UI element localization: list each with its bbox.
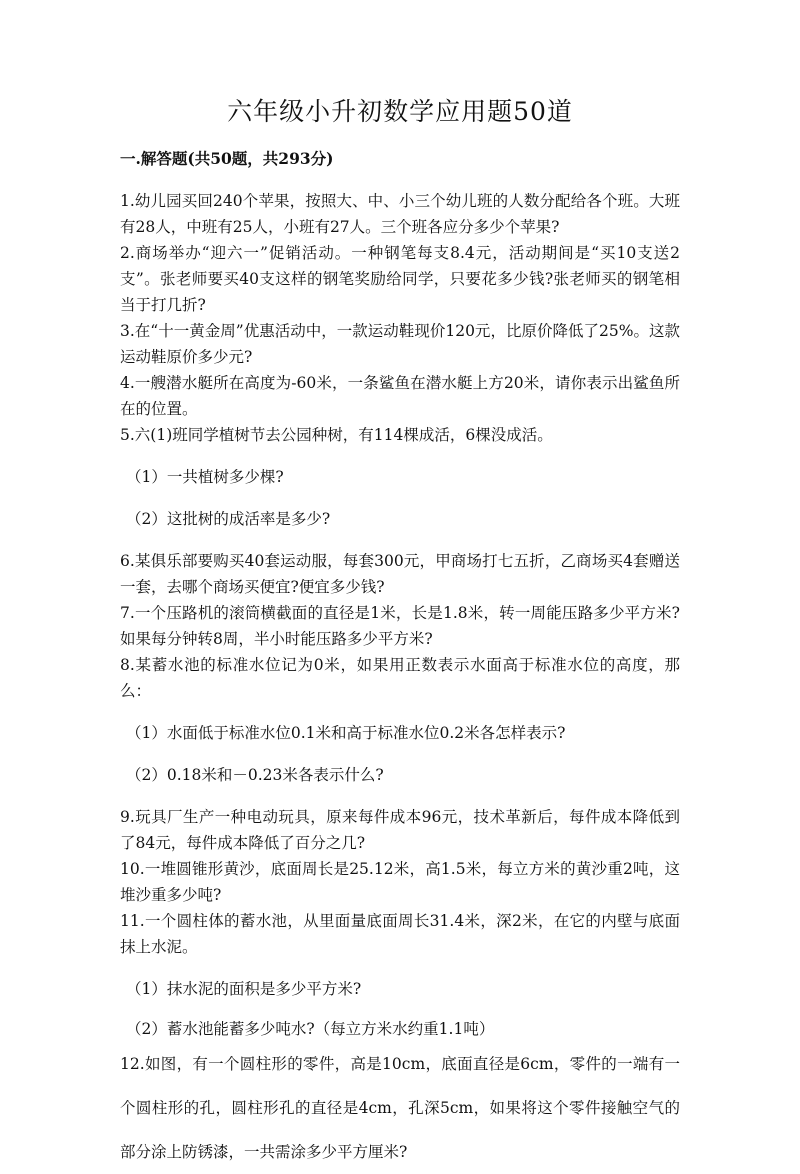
question-4: 4.一艘潜水艇所在高度为-60米，一条鲨鱼在潜水艇上方20米，请你表示出鲨鱼所在的位置。 bbox=[120, 374, 680, 418]
question-8-part-1: （1）水面低于标准水位0.1米和高于标准水位0.2米各怎样表示? bbox=[126, 724, 566, 742]
question-3: 3.在“十一黄金周”优惠活动中，一款运动鞋现价120元，比原价降低了25%。这款运动鞋原价多少元? bbox=[120, 322, 680, 366]
question-5-part-2: （2）这批树的成活率是多少? bbox=[126, 510, 331, 528]
question-10: 10.一堆圆锥形黄沙，底面周长是25.12米，高1.5米，每立方米的黄沙重2吨，这堆沙重多少吨? bbox=[120, 860, 680, 904]
question-5: 5.六(1)班同学植树节去公园种树，有114棵成活，6棵没成活。 bbox=[120, 426, 553, 444]
question-list bbox=[120, 188, 680, 1174]
question-5-part-1: （1）一共植树多少棵? bbox=[126, 468, 284, 486]
question-8-part-2: （2）0.18米和－0.23米各表示什么? bbox=[126, 766, 384, 784]
question-1: 1.幼儿园买回240个苹果，按照大、中、小三个幼儿班的人数分配给各个班。大班有28人，中班有25人，小班有27人。三个班各应分多少个苹果? bbox=[120, 192, 680, 236]
question-11-part-2: （2）蓄水池能蓄多少吨水?（每立方米水约重1.1吨） bbox=[126, 1020, 495, 1038]
question-12: 12.如图，有一个圆柱形的零件，高是10cm，底面直径是6cm，零件的一端有一个圆柱形的孔，圆柱形孔的直径是4cm，孔深5cm，如果将这个零件接触空气的部分涂上防锈漆，一共需涂多少平方厘米? bbox=[120, 1055, 680, 1161]
question-11: 11.一个圆柱体的蓄水池，从里面量底面周长31.4米，深2米，在它的内壁与底面抹上水泥。 bbox=[120, 912, 680, 956]
question-9: 9.玩具厂生产一种电动玩具，原来每件成本96元，技术革新后，每件成本降低到了84元，每件成本降低了百分之几? bbox=[120, 808, 680, 852]
question-6: 6.某俱乐部要购买40套运动服，每套300元，甲商场打七五折，乙商场买4套赠送一套，去哪个商场买便宜?便宜多少钱? bbox=[120, 552, 680, 596]
question-2: 2.商场举办“迎六一”促销活动。一种钢笔每支8.4元，活动期间是“买10支送2支”。张老师要买40支这样的钢笔奖励给同学，只要花多少钱?张老师买的钢笔相当于打几折? bbox=[120, 244, 680, 314]
question-8: 8.某蓄水池的标准水位记为0米，如果用正数表示水面高于标准水位的高度，那么： bbox=[120, 656, 680, 700]
question-7: 7.一个压路机的滚筒横截面的直径是1米，长是1.8米，转一周能压路多少平方米?如果每分钟转8周，半小时能压路多少平方米? bbox=[120, 604, 680, 648]
section-heading: 一.解答题(共50题，共293分) bbox=[120, 149, 334, 168]
page-title: 六年级小升初数学应用题50道 bbox=[227, 97, 573, 126]
question-11-part-1: （1）抹水泥的面积是多少平方米? bbox=[126, 980, 362, 998]
